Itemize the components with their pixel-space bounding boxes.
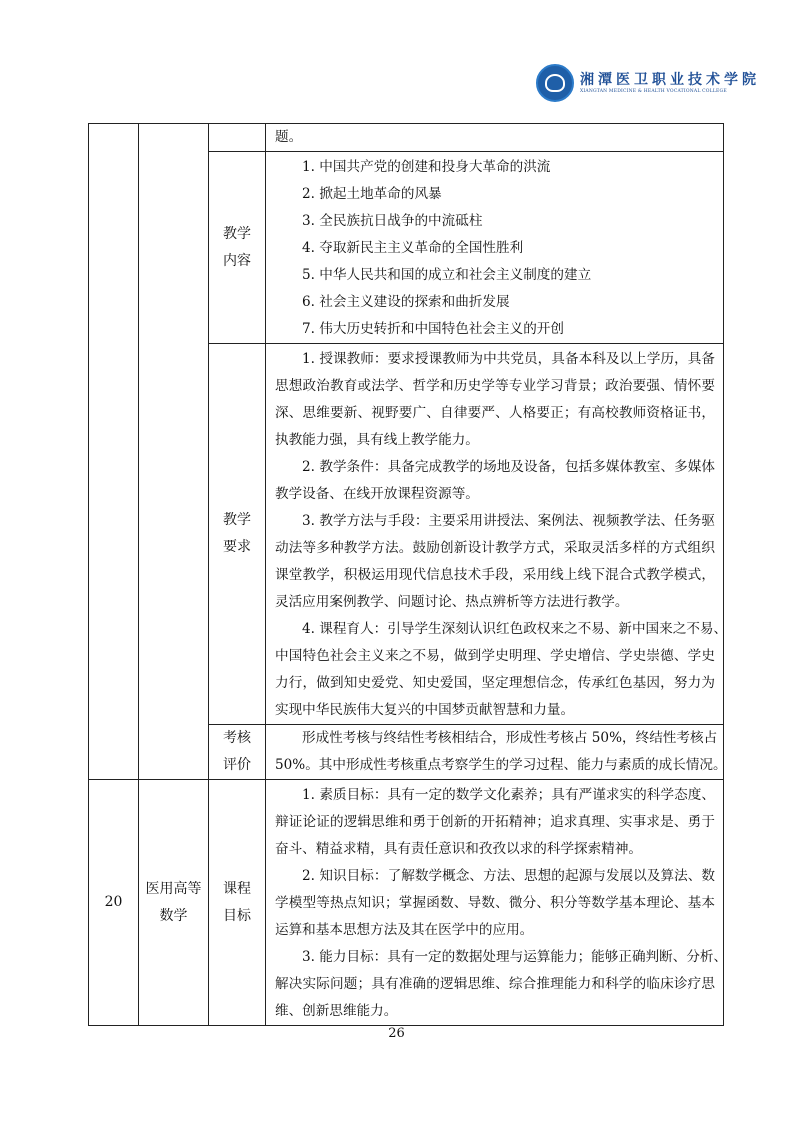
text-line: 3. 能力目标：具有一定的数据处理与运算能力；能够正确判断、分析、 [302, 949, 728, 965]
cell-label-line: 目标 [223, 907, 251, 924]
text-line: 深、思维要新、视野要广、自律要严、人格要正；有高校教师资格证书， [275, 405, 715, 421]
text-line: 1. 中国共产党的创建和投身大革命的洪流 [302, 159, 551, 175]
cell-number: 20 [89, 780, 139, 1026]
text-line: 动法等多种教学方法。鼓励创新设计教学方式，采取灵活多样的方式组织 [275, 540, 715, 556]
text-line: 实现中华民族伟大复兴的中国梦贡献智慧和力量。 [275, 702, 575, 718]
logo-chinese-name: 湘潭医卫职业技术学院 [580, 71, 760, 88]
logo-english-name: XIANGTAN MEDICINE & HEALTH VOCATIONAL COLLEGE [580, 88, 727, 94]
cell-teaching-content [266, 152, 724, 344]
cell-label-course-objectives [209, 780, 266, 1026]
cell-label-teaching-requirements [209, 344, 266, 725]
cell-course [139, 124, 209, 780]
text-line: 题。 [275, 129, 303, 145]
cell-label-line: 教学 [223, 512, 251, 528]
cell-teaching-requirements [266, 344, 728, 725]
text-line: 运算和基本思想方法及其在医学中的应用。 [275, 922, 534, 938]
text-line: 奋斗、精益求精，具有责任意识和孜孜以求的科学探索精神。 [275, 841, 643, 857]
cell-label-teaching-content [209, 152, 266, 344]
text-line: 5. 中华人民共和国的成立和社会主义制度的建立 [302, 267, 592, 283]
text-line: 课堂教学，积极运用现代信息技术手段，采用线上线下混合式教学模式， [275, 567, 715, 583]
text-line: 灵活应用案例教学、问题讨论、热点辨析等方法进行教学。 [275, 594, 629, 610]
text-line: 6. 社会主义建设的探索和曲折发展 [302, 294, 510, 310]
text-line: 思想政治教育或法学、哲学和历史学等专业学习背景；政治要强、情怀要 [275, 378, 715, 394]
cell-content [266, 124, 724, 152]
text-line: 解决实际问题；具有准确的逻辑思维、综合推理能力和科学的临床诊疗思 [275, 976, 715, 992]
cell-number [89, 124, 139, 780]
table-row [89, 124, 724, 152]
course-table [88, 123, 728, 1026]
text-line: 形成性考核与终结性考核相结合，形成性考核占 50%，终结性考核占 [302, 730, 718, 746]
cell-label-line: 评价 [223, 757, 251, 773]
table-row [89, 780, 724, 1026]
cell-label-line: 要求 [223, 539, 251, 555]
cell-course-objectives [266, 780, 728, 1026]
cell-label-line: 课程 [223, 880, 251, 897]
text-line: 学模型等热点知识；掌握函数、导数、微分、积分等数学基本理论、基本 [275, 895, 715, 911]
text-line: 中国特色社会主义来之不易，做到学史明理、学史增信、学史崇德、学史 [275, 648, 715, 664]
text-line: 50%。其中形成性考核重点考察学生的学习过程、能力与素质的成长情况。 [275, 757, 727, 773]
text-line: 教学设备、在线开放课程资源等。 [275, 486, 479, 502]
cell-label-assessment [209, 725, 266, 780]
page-number: 26 [388, 1026, 405, 1041]
text-line: 3. 教学方法与手段：主要采用讲授法、案例法、视频教学法、任务驱 [302, 513, 715, 529]
cell-label-line: 医用高等 [145, 880, 202, 897]
cell-label-line: 数学 [159, 907, 188, 924]
text-line: 2. 知识目标：了解数学概念、方法、思想的起源与发展以及算法、数 [302, 868, 715, 884]
text-line: 4. 课程育人：引导学生深刻认识红色政权来之不易、新中国来之不易、 [302, 621, 728, 637]
text-line: 3. 全民族抗日战争的中流砥柱 [302, 213, 483, 229]
cell-assessment [266, 725, 727, 780]
text-line: 2. 掀起土地革命的风暴 [302, 186, 442, 202]
cell-label-line: 考核 [223, 730, 251, 746]
cell-label-line: 教学 [223, 225, 251, 242]
cell-course-name [139, 780, 209, 1026]
college-seal-icon [536, 64, 574, 102]
text-line: 辩证论证的逻辑思维和勇于创新的开拓精神；追求真理、实事求是、勇于 [275, 814, 715, 830]
text-line: 1. 素质目标：具有一定的数学文化素养；具有严谨求实的科学态度、 [302, 787, 715, 803]
text-line: 1. 授课教师：要求授课教师为中共党员，具备本科及以上学历，具备 [302, 351, 715, 367]
college-logo [536, 64, 760, 102]
text-line: 2. 教学条件：具备完成教学的场地及设备，包括多媒体教室、多媒体 [302, 459, 715, 475]
cell-label-line: 内容 [223, 252, 251, 269]
text-line: 维、创新思维能力。 [275, 1003, 398, 1019]
cell-label [209, 124, 266, 152]
text-line: 4. 夺取新民主主义革命的全国性胜利 [302, 240, 524, 256]
text-line: 力行，做到知史爱党、知史爱国，坚定理想信念，传承红色基因，努力为 [275, 675, 715, 691]
text-line: 执教能力强，具有线上教学能力。 [275, 432, 479, 448]
text-line: 7. 伟大历史转折和中国特色社会主义的开创 [302, 321, 564, 337]
